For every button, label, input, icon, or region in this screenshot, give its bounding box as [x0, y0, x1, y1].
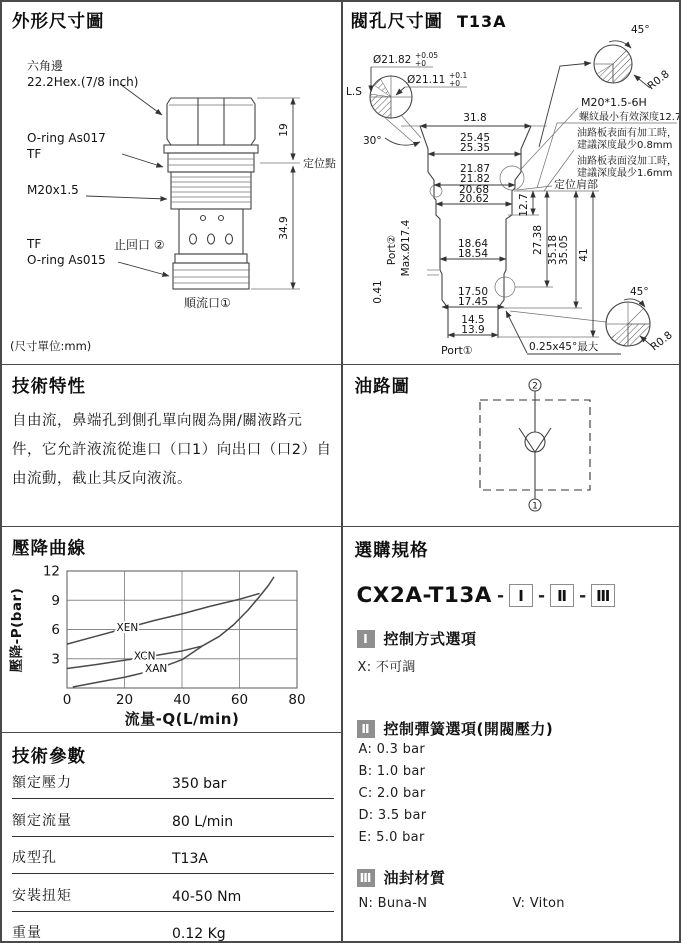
option-item: A: 0.3 bar	[358, 742, 426, 757]
curve-label-XCN: XCN	[133, 650, 156, 663]
pressure-drop-chart	[5, 557, 340, 729]
y-tick-label: 3	[51, 651, 60, 668]
param-label: 額定流量	[12, 812, 72, 829]
note-unmachined-1: 油路板表面沒加工時，	[576, 156, 677, 167]
datum-label: 定位點	[303, 157, 336, 170]
y-tick-label: 9	[51, 592, 60, 609]
chamfer-note: 0.25x45°最大	[528, 341, 598, 353]
angle-45-bottom: 45°	[629, 286, 649, 298]
option-item: X: 不可調	[357, 660, 416, 675]
thread-label: M20x1.5	[27, 183, 79, 197]
angle-30: 30°	[362, 135, 382, 147]
param-value: 40-50 Nm	[172, 888, 242, 905]
dim-1854: 18.54	[457, 248, 488, 260]
cavity-code: T13A	[457, 12, 507, 31]
dim-139: 13.9	[460, 324, 485, 336]
oring-collar	[164, 145, 258, 172]
dim-318: 31.8	[462, 112, 487, 124]
curve-label-XEN: XEN	[116, 622, 139, 635]
section-2-title: 控制彈簧選項(開閥壓力)	[383, 720, 554, 738]
cavity-title: 閥孔尺寸圖	[350, 12, 443, 32]
section-1-numeral: Ⅰ	[357, 630, 375, 648]
option-item: D: 3.5 bar	[358, 808, 427, 823]
section-1-header	[357, 628, 477, 649]
thread-spec: M20*1.5-6H	[580, 96, 647, 109]
param-value: 80 L/min	[172, 813, 234, 830]
outline-dimension-panel	[2, 2, 341, 363]
thread-section	[171, 172, 251, 209]
model-code	[357, 583, 616, 608]
param-row	[12, 837, 334, 874]
panel-title: 技術參數	[12, 747, 86, 767]
dia1-tol-top: +0.05	[414, 51, 438, 60]
detail-circle-bottomright	[606, 299, 653, 347]
check-port-label: 止回口 ②	[114, 238, 165, 252]
dim-34-9: 34.9	[278, 216, 290, 240]
param-label: 安裝扭矩	[12, 887, 72, 904]
cavity-dimension-panel	[343, 2, 681, 363]
model-dash: -	[538, 585, 546, 606]
param-row	[12, 875, 334, 912]
dia2-tol-bot: +0	[448, 79, 460, 88]
dim-2535: 25.35	[459, 142, 490, 154]
max-dia-label: Max.Ø17.4	[399, 219, 412, 277]
model-dash: -	[579, 585, 587, 606]
model-box-1: Ⅰ	[509, 584, 533, 607]
valve-outline-drawing	[2, 2, 341, 363]
dim-2068: 20.68	[458, 184, 489, 196]
param-value: T13A	[172, 851, 208, 867]
panel-title: 技術特性	[12, 377, 86, 397]
dim-2545: 25.45	[459, 132, 490, 144]
option-item: N: Buna-N	[358, 896, 428, 911]
r08-top: R0.8	[644, 68, 672, 93]
technical-parameters-panel	[2, 733, 341, 943]
x-axis-label: 流量-Q(L/min)	[124, 710, 240, 728]
model-dash: -	[496, 585, 505, 606]
dim-1750: 17.50	[457, 286, 488, 298]
x-tick-label: 40	[173, 692, 191, 708]
dim-041: 0.41	[371, 280, 384, 304]
dia1-tol-bot: +0	[414, 59, 426, 68]
section-3-header	[357, 867, 446, 888]
curve-XEN	[67, 593, 260, 644]
y-tick-label: 6	[51, 622, 60, 638]
panel-title: 油路圖	[354, 377, 410, 397]
circuit-diagram-panel	[343, 365, 681, 525]
param-value: 0.12 Kg	[172, 926, 226, 942]
dia2-label: Ø21.11	[406, 74, 445, 86]
ls-label: L.S	[345, 86, 362, 98]
tf-top-label: TF	[27, 147, 42, 161]
param-row	[12, 912, 334, 943]
dia1-label: Ø21.82	[372, 54, 411, 66]
section-2-header	[357, 718, 554, 739]
model-box-3: Ⅲ	[591, 584, 615, 607]
hex-label-size: 22.2Hex.(7/8 inch)	[27, 75, 139, 89]
outline-dimensions	[251, 98, 336, 289]
model-prefix: CX2A-T13A	[356, 583, 492, 608]
param-label: 重量	[12, 925, 42, 941]
hex-label-cn: 六角邊	[27, 59, 64, 73]
port1-label: Port①	[440, 344, 473, 357]
option-item: E: 5.0 bar	[358, 830, 425, 845]
dim-2187: 21.87	[459, 163, 490, 175]
x-tick-label: 0	[62, 692, 72, 708]
x-tick-label: 20	[115, 692, 134, 708]
pressure-drop-panel	[2, 527, 341, 732]
dim-1745: 17.45	[457, 296, 488, 308]
port-1-number: 1	[531, 501, 538, 512]
note-unmachined-2: 建議深度最少1.6mm	[576, 168, 672, 179]
curve-XAN	[73, 577, 274, 687]
chart-ticks-group	[43, 564, 306, 709]
model-box-2: Ⅱ	[550, 584, 574, 607]
x-tick-label: 80	[288, 692, 306, 708]
thread-depth-note: 螺紋最小有效深度12.7	[578, 112, 681, 123]
port2-label: Port②	[385, 234, 398, 266]
y-tick-label: 12	[42, 563, 60, 580]
dim-3518: 35.18	[546, 234, 559, 266]
section-1-title: 控制方式選項	[383, 630, 477, 648]
dim-2182: 21.82	[459, 173, 490, 185]
dia2-tol-top: +0.1	[448, 71, 467, 80]
dim-2062: 20.62	[458, 193, 489, 205]
section-3-numeral: Ⅲ	[357, 869, 375, 887]
option-item: B: 1.0 bar	[358, 764, 426, 779]
valve-body	[179, 209, 243, 254]
oring-bottom-label: O-ring As015	[27, 253, 106, 267]
chart-grid-group	[67, 571, 297, 688]
note-machined-1: 油路板表面有加工時，	[576, 128, 677, 139]
tf-bottom-label: TF	[27, 237, 42, 251]
oring-top-label: O-ring As017	[27, 131, 106, 145]
valve-nose	[173, 254, 249, 289]
param-value: 350 bar	[172, 776, 227, 792]
option-item: V: Viton	[512, 896, 565, 911]
dim-41: 41	[577, 248, 590, 262]
ordering-spec-panel	[343, 527, 681, 943]
flow-port-label: 順流口①	[184, 296, 231, 310]
section-3-title: 油封材質	[383, 869, 446, 887]
angle-45-top: 45°	[630, 24, 650, 36]
port-2-number: 2	[531, 381, 538, 392]
note-machined-2: 建議深度最少0.8mm	[576, 140, 672, 151]
hex-head	[167, 98, 255, 145]
shoulder-label: 定位肩部	[553, 178, 598, 191]
r08-bottom: R0.8	[647, 329, 675, 354]
technical-features-panel	[2, 365, 341, 525]
chart-series-group	[67, 577, 274, 687]
dim-1864: 18.64	[457, 238, 488, 250]
dim-3505: 35.05	[557, 234, 570, 266]
dim-19: 19	[278, 123, 290, 137]
y-axis-label: 壓降-P(bar)	[9, 587, 25, 673]
dim-145: 14.5	[460, 314, 485, 326]
panel-title: 壓降曲線	[12, 539, 86, 559]
features-body: 自由流，鼻端孔到側孔單向閥為開/關液路元件，它允許液流從進口（口1）向出口（口2）自由流動，截止其反向液流。	[12, 413, 332, 487]
cavity-profile	[401, 126, 606, 338]
panel-title: 外形尺寸圖	[12, 12, 105, 32]
x-tick-label: 60	[230, 692, 249, 708]
option-item: C: 2.0 bar	[358, 786, 426, 801]
curve-label-XAN: XAN	[145, 662, 168, 675]
check-valve-symbol	[343, 365, 681, 525]
param-row	[12, 762, 334, 799]
param-row	[12, 800, 334, 837]
cavity-drawing	[343, 2, 681, 363]
param-label: 成型孔	[12, 850, 57, 866]
param-label: 額定壓力	[12, 775, 72, 791]
unit-note: (尺寸單位:mm)	[10, 339, 92, 353]
dim-127: 12.7	[517, 193, 530, 217]
section-2-numeral: Ⅱ	[357, 720, 375, 738]
panel-title: 選購規格	[354, 541, 429, 561]
dim-2738: 27.38	[531, 224, 544, 256]
